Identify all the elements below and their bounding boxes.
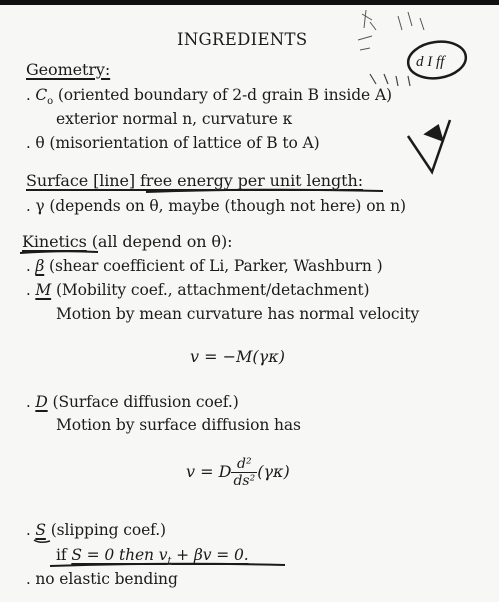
underline-slipping-eq [50, 564, 285, 566]
misorientation-desc: θ (misorientation of lattice of B to A) [35, 134, 320, 152]
surface-heading-a: Surface [line] [26, 171, 140, 190]
boundary-subscript: o [47, 96, 54, 108]
mobility-desc: (Mobility coef., attachment/detachment) [51, 281, 370, 299]
boundary-symbol: C [35, 86, 48, 104]
slipping-desc: (slipping coef.) [45, 521, 166, 539]
elastic-desc: no elastic bending [35, 570, 178, 588]
right-ticks [370, 74, 410, 86]
equation-mean-curvature: v = −M(γκ) [190, 347, 285, 366]
eq2-denominator: ds² [233, 473, 256, 489]
diffusion-symbol: D [35, 393, 48, 411]
kinetics-title: Kinetics [22, 232, 87, 251]
geometry-heading: Geometry: [26, 60, 111, 79]
bullet: . [26, 521, 36, 539]
slipping-note-sub: t [167, 556, 172, 568]
bullet: . [26, 197, 36, 215]
slipping-note-a: if [56, 546, 72, 564]
check-mark [408, 120, 450, 172]
top-scribble [358, 10, 424, 50]
page-title: INGREDIENTS [177, 30, 308, 49]
gamma-desc: γ (depends on θ, maybe (though not here) on n) [35, 197, 406, 215]
mobility-symbol: M [35, 281, 52, 299]
slipping-note-b: S = 0 then v [71, 546, 168, 564]
underline-free-energy [146, 190, 383, 192]
bullet: . [26, 257, 36, 275]
slipping-mark [34, 540, 50, 542]
bullet: . [26, 86, 36, 104]
kinetics-title-rest: (all depend on θ): [86, 232, 233, 251]
diff-bubble [406, 38, 468, 82]
bullet: . [26, 570, 36, 588]
diffusion-desc: (Surface diffusion coef.) [47, 393, 239, 411]
surface-heading-b: free energy per unit length: [139, 171, 363, 190]
slipping-symbol: S [35, 521, 46, 539]
beta-desc: (shear coefficient of Li, Parker, Washburn ) [44, 257, 383, 275]
geometry-item-normal: exterior normal n, curvature κ [56, 110, 293, 128]
boundary-desc: (oriented boundary of 2-d grain B inside A) [53, 86, 393, 104]
mobility-note: Motion by mean curvature has normal velocity [56, 305, 420, 323]
beta-symbol: β [35, 257, 45, 275]
bullet: . [26, 393, 36, 411]
bullet: . [26, 134, 36, 152]
eq2-lhs: v = D [186, 462, 232, 481]
diff-bubble-text: d I ff [416, 54, 445, 70]
eq2-rhs: (γκ) [257, 462, 290, 481]
underline-kinetics [20, 251, 98, 253]
eq2-numerator: d² [231, 456, 257, 473]
bullet: . [26, 281, 36, 299]
slipping-note-c: + βv = 0. [171, 546, 249, 564]
diffusion-note: Motion by surface diffusion has [56, 416, 301, 434]
